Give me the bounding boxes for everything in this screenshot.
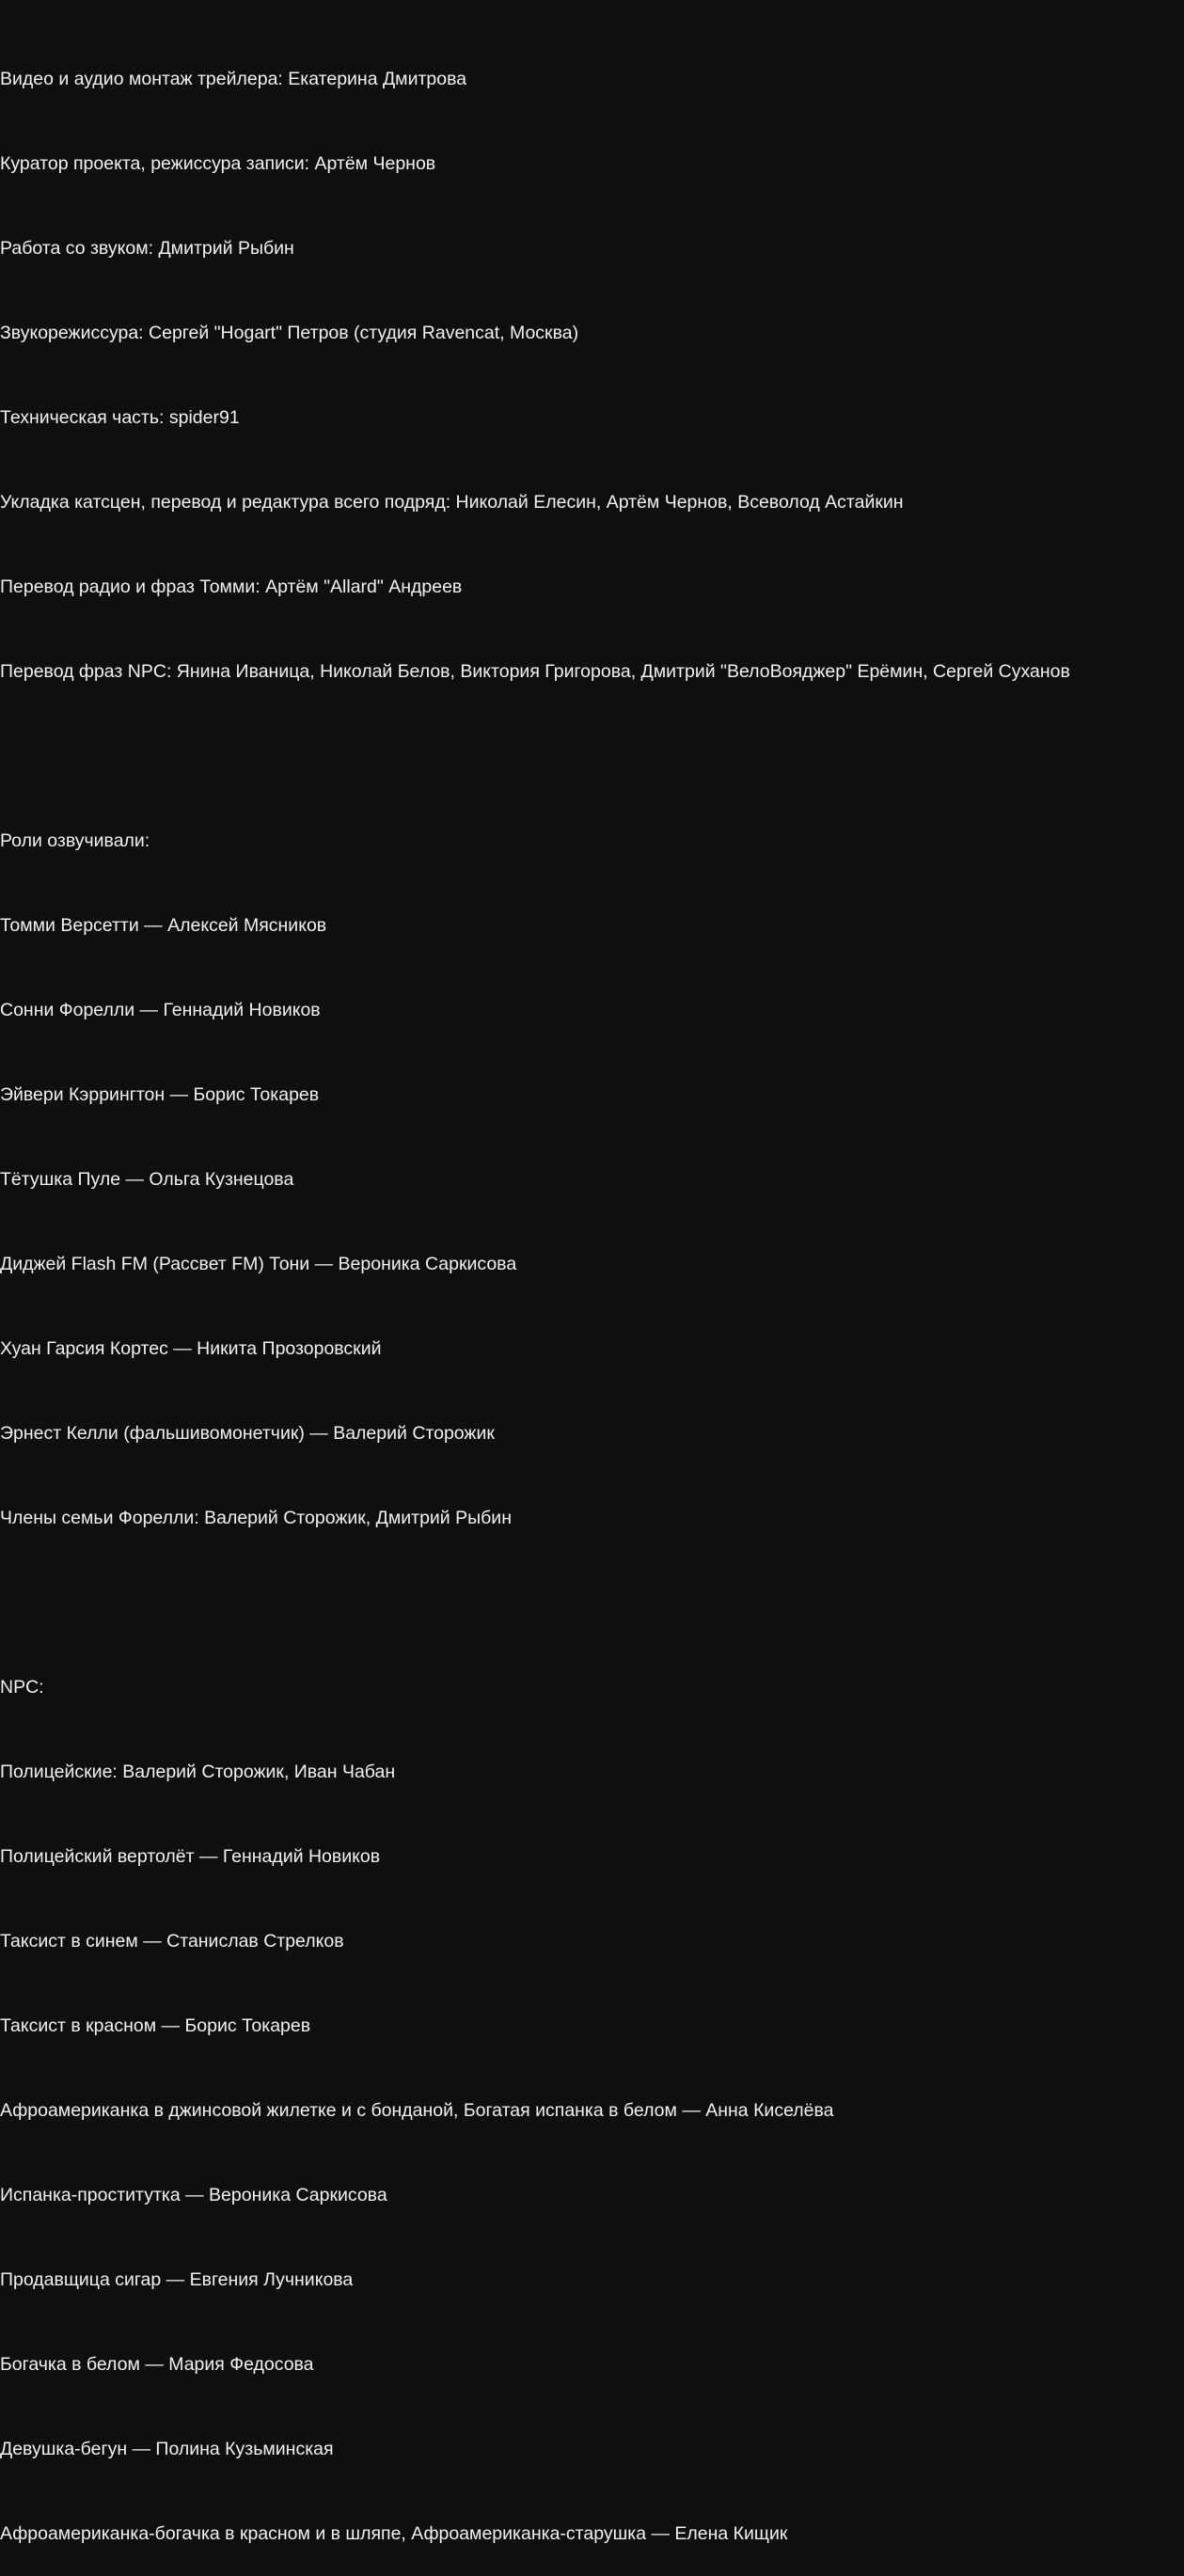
role-line: Эрнест Келли (фальшивомонетчик) — Валерий Сторожик — [0, 1423, 495, 1444]
crew-line: Видео и аудио монтаж трейлера: Екатерина Дмитрова — [0, 69, 467, 89]
blank-line — [0, 742, 1184, 770]
crew-line: Куратор проекта, режиссура записи: Артём Чернов — [0, 153, 436, 174]
npc-line: Полицейский вертолёт — Геннадий Новиков — [0, 1846, 381, 1867]
npc-line: Афроамериканка-богачка в красном и в шляпе, Афроамериканка-старушка — Елена Кищик — [0, 2523, 788, 2544]
role-line: Члены семьи Форелли: Валерий Сторожик, Дмитрий Рыбин — [0, 1508, 512, 1528]
crew-line: Работа со звуком: Дмитрий Рыбин — [0, 238, 294, 259]
crew-line: Перевод фраз NPC: Янина Иваница, Николай Белов, Виктория Григорова, Дмитрий "ВелоВояджер" Ерёмин, Сергей Суханов — [0, 661, 1070, 682]
npc-heading: NPC: — [0, 1677, 44, 1698]
role-line: Томми Версетти — Алексей Мясников — [0, 915, 327, 936]
npc-line: Продавщица сигар — Евгения Лучникова — [0, 2269, 354, 2290]
crew-line: Техническая часть: spider91 — [0, 407, 240, 428]
crew-line: Укладка катсцен, перевод и редактура всего подряд: Николай Елесин, Артём Чернов, Всеволод Астайкин — [0, 492, 904, 513]
role-line: Эйвери Кэррингтон — Борис Токарев — [0, 1084, 320, 1105]
role-line: Хуан Гарсия Кортес — Никита Прозоровский — [0, 1338, 382, 1359]
roles-heading: Роли озвучивали: — [0, 830, 150, 851]
role-line: Сонни Форелли — Геннадий Новиков — [0, 1000, 321, 1020]
npc-line: Богачка в белом — Мария Федосова — [0, 2354, 314, 2375]
credits-text — [0, 8, 1184, 2576]
npc-line: Девушка-бегун — Полина Кузьминская — [0, 2439, 334, 2459]
blank-line — [0, 1588, 1184, 1617]
npc-line: Таксист в красном — Борис Токарев — [0, 2015, 311, 2036]
role-line: Тётушка Пуле — Ольга Кузнецова — [0, 1169, 294, 1190]
npc-line: Афроамериканка в джинсовой жилетке и с бонданой, Богатая испанка в белом — Анна Киселёва — [0, 2100, 834, 2121]
role-line: Диджей Flash FM (Рассвет FM) Тони — Вероника Саркисова — [0, 1254, 517, 1274]
crew-line: Перевод радио и фраз Томми: Артём "Allard" Андреев — [0, 577, 463, 597]
npc-line: Полицейские: Валерий Сторожик, Иван Чабан — [0, 1762, 396, 1782]
npc-line: Испанка-проститутка — Вероника Саркисова — [0, 2185, 387, 2205]
crew-line: Звукорежиссура: Сергей "Hogart" Петров (студия Ravencat, Москва) — [0, 323, 579, 343]
npc-line: Таксист в синем — Станислав Стрелков — [0, 1931, 344, 1952]
